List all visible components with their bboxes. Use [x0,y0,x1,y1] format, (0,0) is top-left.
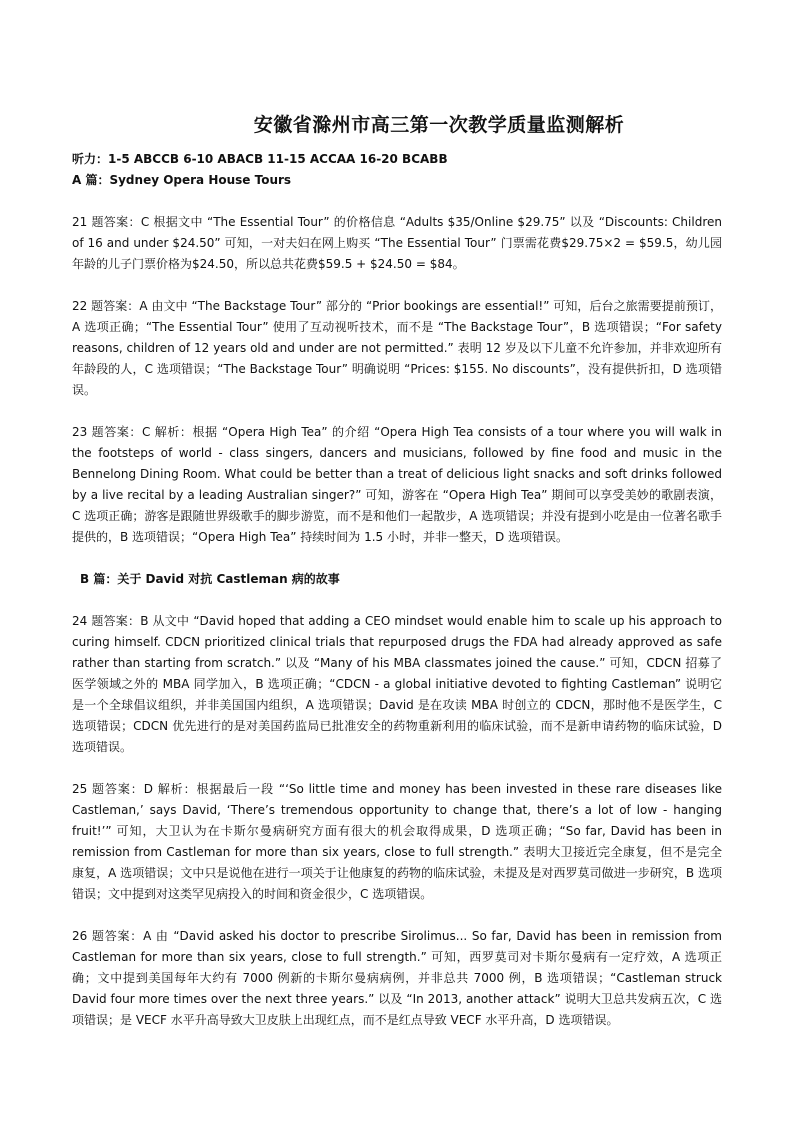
answer-26: 26 题答案：A 由 “David asked his doctor to prescribe Sirolimus... So far, David has been in remission from Castleman for more than six years, close to full strength.” 可知，西罗莫司对卡斯尔曼病有一定疗效，A 选项正确；文中提到美国每年大约有 7000 例新的卡斯尔曼病病例，并非总共 7000 例，B 选项错误；“Castleman struck David four more times over the next three years.” 以及 “In 2013, another attack” 说明大卫总共发病五次，C 选项错误；是 VECF 水平升高导致大卫皮肤上出现红点，而不是红点导致 VECF 水平升高，D 选项错误。 [72,929,722,1027]
answer-21: 21 题答案：C 根据文中 “The Essential Tour” 的价格信息 “Adults $35/Online $29.75” 以及 “Discounts: Children of 16 and under $24.50” 可知，一对夫妇在网上购买 “The Essential Tour” 门票需花费$29.75×2 = $59.5，幼儿园年龄的儿子门票价格为$24.50，所以总共花费$59.5 + $24.50 = $84。 [72,215,722,271]
section-b-heading: B 篇：关于 David 对抗 Castleman 病的故事 [80,572,340,586]
answer-23: 23 题答案：C 解析：根据 “Opera High Tea” 的介绍 “Opera High Tea consists of a tour where you will walk in the footsteps of world - class singers, dancers and musicians, followed by fine food and music in the Bennelong Dining Room. What could be better than a treat of delicious light snacks and soft drinks followed by a live recital by a leading Australian singer?” 可知，游客在 “Opera High Tea” 期间可以享受美妙的歌剧表演，C 选项正确；游客是跟随世界级歌手的脚步游览，而不是和他们一起散步，A 选项错误；并没有提到小吃是由一位著名歌手提供的，B 选项错误；“Opera High Tea” 持续时间为 1.5 小时，并非一整天，D 选项错误。 [72,425,722,544]
answer-25: 25 题答案：D 解析：根据最后一段 “‘So little time and money has been invested in these rare diseases like Castleman,’ says David, ‘There’s tremendous opportunity to change that, there’s a lot of low - hanging fruit!’” 可知，大卫认为在卡斯尔曼病研究方面有很大的机会取得成果，D 选项正确；“So far, David has been in remission from Castleman for more than six years, close to full strength.” 表明大卫接近完全康复，但不是完全康复，A 选项错误；文中只是说他在进行一项关于让他康复的药物的临床试验，未提及是对西罗莫司做进一步研究，B 选项错误；文中提到对这类罕见病投入的时间和资金很少，C 选项错误。 [72,782,722,901]
answer-24: 24 题答案：B 从文中 “David hoped that adding a CEO mindset would enable him to scale up his approach to curing himself. CDCN prioritized clinical trials that repurposed drugs the FDA had already approved as safe rather than starting from scratch.” 以及 “Many of his MBA classmates joined the cause.” 可知，CDCN 招募了医学领域之外的 MBA 同学加入，B 选项正确；“CDCN - a global initiative devoted to fighting Castleman” 说明它是一个全球倡议组织，并非美国国内组织，A 选项错误；David 是在攻读 MBA 时创立的 CDCN，那时他不是医学生，C 选项错误；CDCN 优先进行的是对美国药监局已批准安全的药物重新利用的临床试验，而不是新申请药物的临床试验，D 选项错误。 [72,614,722,754]
document-page [72,110,722,1031]
listening-answers: 听力：1-5 ABCCB 6-10 ABACB 11-15 ACCAA 16-20 BCABB [72,152,448,166]
answer-22: 22 题答案：A 由文中 “The Backstage Tour” 部分的 “Prior bookings are essential!” 可知，后台之旅需要提前预订，A 选项正确；“The Essential Tour” 使用了互动视听技术，而不是 “The Backstage Tour”，B 选项错误；“For safety reasons, children of 12 years old and under are not permitted.” 表明 12 岁及以下儿童不允许参加，并非欢迎所有年龄段的人，C 选项错误；“The Backstage Tour” 明确说明 “Prices: $155. No discounts”，没有提供折扣，D 选项错误。 [72,299,722,397]
page-title: 安徽省滁州市高三第一次教学质量监测解析 [253,114,625,136]
section-a-heading: A 篇：Sydney Opera House Tours [72,173,292,187]
